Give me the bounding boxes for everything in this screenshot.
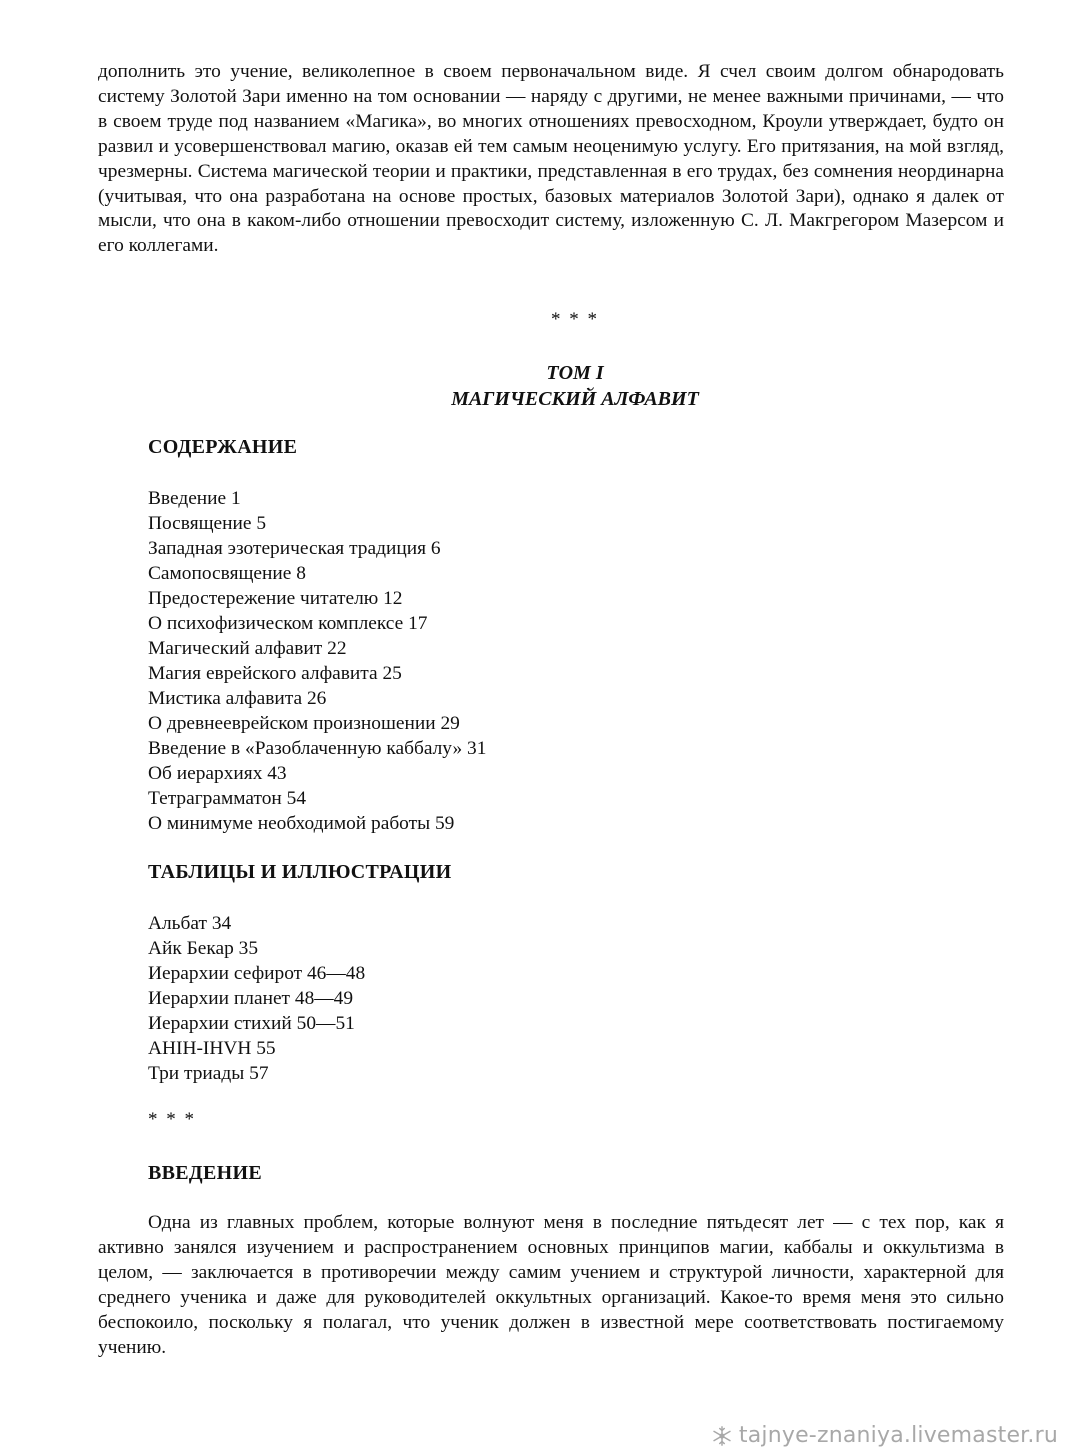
contents-item: О минимуме необходимой работы 59 [148,813,455,834]
tables-item: Айк Бекар 35 [148,938,259,959]
contents-item: Мистика алфавита 26 [148,688,327,709]
contents-item: Магия еврейского алфавита 25 [148,663,402,684]
section-separator: * * * [148,1109,196,1130]
introduction-paragraph: Одна из главных проблем, которые волнуют меня в последние пятьдесят лет — с тех пор, как я активно занялся изучением и распространением основных принципов магии, каббалы и оккультизма в целом, — заключается в противоречии между самим учением и структурой личности, характерной для среднего ученика и даже для руководителей оккультных организаций. Какое-то время меня это сильно беспокоило, поскольку я полагал, что ученик должен в известной мере соответствовать постигаемому учению. [98,1212,1004,1358]
contents-item: Об иерархиях 43 [148,763,287,784]
contents-list [148,486,486,836]
volume-title: МАГИЧЕСКИЙ АЛФАВИТ [451,388,699,410]
tables-item: Три триады 57 [148,1063,269,1084]
contents-item: Введение 1 [148,488,241,509]
tables-item: Альбат 34 [148,913,232,934]
tables-heading: ТАБЛИЦЫ И ИЛЛЮСТРАЦИИ [148,861,452,883]
contents-item: Посвящение 5 [148,513,267,534]
contents-item: О древнееврейском произношении 29 [148,713,460,734]
section-separator: * * * [551,309,599,330]
tables-item: AHIH-IHVH 55 [148,1038,276,1059]
volume-heading [0,360,1080,412]
watermark-text: tajnye-znaniya.livemaster.ru [738,1423,1058,1448]
snowflake-icon [711,1425,733,1447]
contents-item: Самопосвящение 8 [148,563,306,584]
contents-item: Предостережение читателю 12 [148,588,403,609]
contents-item: Магический алфавит 22 [148,638,347,659]
tables-list [148,911,365,1086]
contents-item: Тетраграмматон 54 [148,788,307,809]
contents-item: Введение в «Разоблаченную каббалу» 31 [148,738,487,759]
introduction-heading: ВВЕДЕНИЕ [148,1162,262,1184]
tables-item: Иерархии стихий 50—51 [148,1013,355,1034]
contents-item: О психофизическом комплексе 17 [148,613,428,634]
contents-heading: СОДЕРЖАНИЕ [148,436,298,458]
contents-item: Западная эзотерическая традиция 6 [148,538,441,559]
tables-item: Иерархии планет 48—49 [148,988,354,1009]
volume-number: ТОМ I [546,362,604,384]
tables-item: Иерархии сефирот 46—48 [148,963,366,984]
continuation-paragraph: дополнить это учение, великолепное в своем первоначальном виде. Я счел своим долгом обнародовать систему Золотой Зари именно на том основании — наряду с другими, не менее важными причинами, — что в своем труде под названием «Магика», во многих отношениях превосходном, Кроули утверждает, будто он развил и усовершенствовал магию, оказав ей тем самым неоценимую услугу. Его притязания, на мой взгляд, чрезмерны. Система магической теории и практики, представленная в его трудах, без сомнения неординарна (учитывая, что она разработана на основе простых, базовых материалов Золотой Зари), однако я далек от мысли, что она в каком-либо отношении превосходит систему, изложенную С. Л. Макгрегором Мазерсом и его коллегами. [98,61,1004,257]
watermark [711,1423,1058,1448]
